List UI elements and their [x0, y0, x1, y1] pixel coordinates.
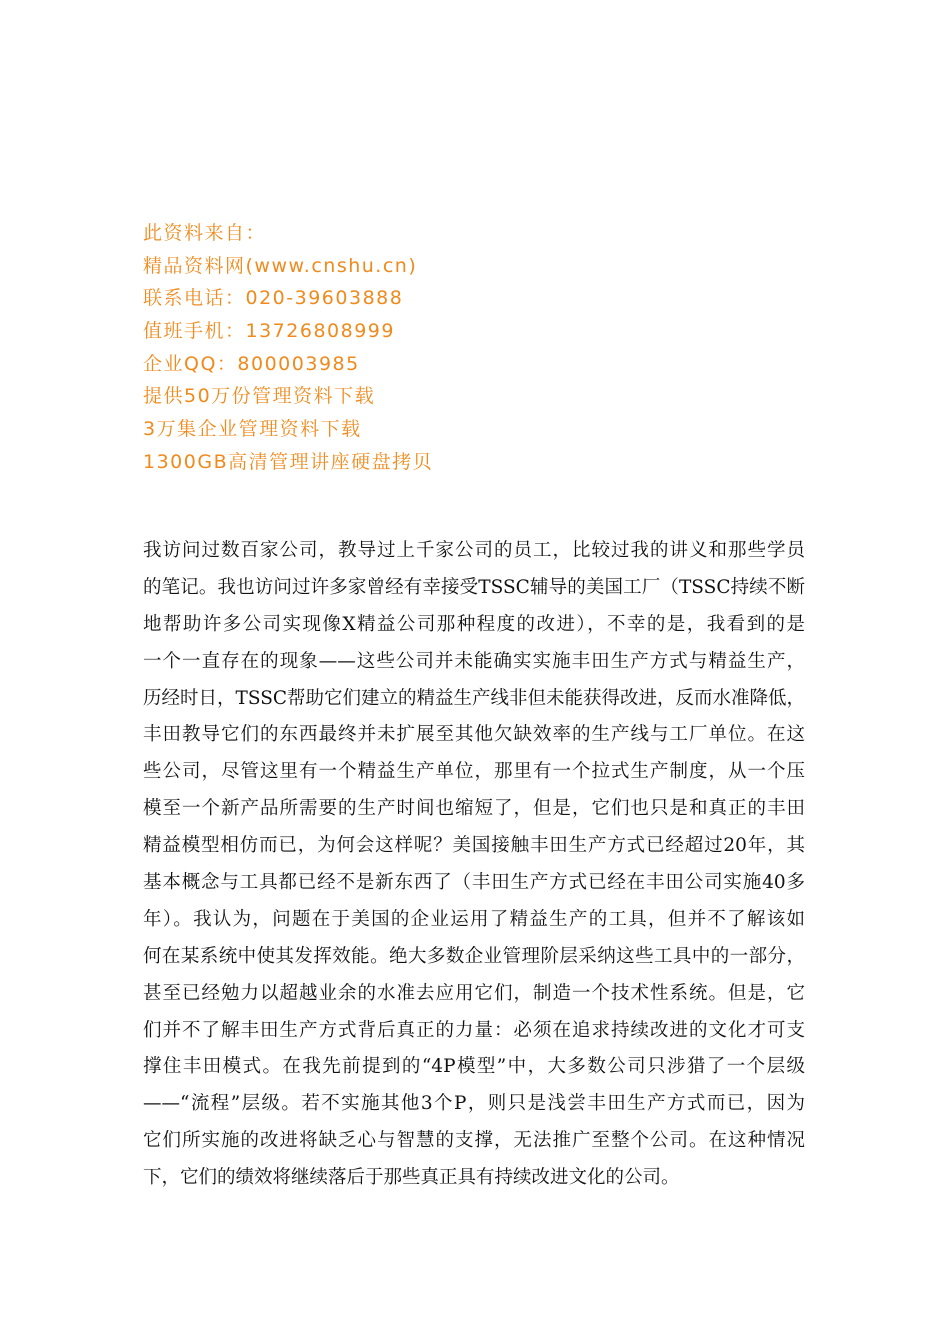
offer-line-3: 1300GB高清管理讲座硬盘拷贝	[143, 450, 434, 473]
body-line: 些公司，尽管这里有一个精益生产单位，那里有一个拉式生产制度，从一个压	[143, 761, 805, 783]
body-line: 丰田教导它们的东西最终并未扩展至其他欠缺效率的生产线与工厂单位。在这	[143, 724, 805, 746]
body-line: 何在某系统中使其发挥效能。绝大多数企业管理阶层采纳这些工具中的一部分，	[143, 945, 805, 967]
body-line: 们并不了解丰田生产方式背后真正的力量：必须在追求持续改进的文化才可支	[143, 1019, 805, 1041]
body-line: 的笔记。我也访问过许多家曾经有幸接受TSSC辅导的美国工厂（TSSC持续不断	[143, 576, 805, 598]
body-line: 我访问过数百家公司，教导过上千家公司的员工，比较过我的讲义和那些学员	[143, 540, 805, 561]
body-line: 下，它们的绩效将继续落后于那些真正具有持续改进文化的公司。	[143, 1167, 680, 1189]
body-line: 精益模型相仿而已，为何会这样呢？美国接触丰田生产方式已经超过20年，其	[143, 835, 805, 857]
body-line: 甚至已经勉力以超越业余的水准去应用它们，制造一个技术性系统。但是，它	[143, 982, 805, 1004]
source-notice-heading: 此资料来自：	[143, 222, 267, 244]
body-line: 地帮助许多公司实现像X精益公司那种程度的改进），不幸的是，我看到的是	[143, 613, 805, 635]
source-notice	[143, 217, 843, 479]
body-paragraph	[143, 533, 805, 1197]
body-line: 一个一直存在的现象——这些公司并未能确实实施丰田生产方式与精益生产，	[143, 650, 805, 672]
body-line: 历经时日，TSSC帮助它们建立的精益生产线非但未能获得改进，反而水准降低，	[143, 687, 806, 709]
source-website: 精品资料网(www.cnshu.cn)	[143, 254, 418, 277]
company-qq: 企业QQ：800003985	[143, 352, 360, 375]
body-line: 基本概念与工具都已经不是新东西了（丰田生产方式已经在丰田公司实施40多	[143, 872, 805, 894]
body-line: 撑住丰田模式。在我先前提到的“4P模型”中，大多数公司只涉猎了一个层级	[143, 1056, 805, 1078]
offer-line-1: 提供50万份管理资料下载	[143, 385, 376, 408]
body-line: 它们所实施的改进将缺乏心与智慧的支撑，无法推广至整个公司。在这种情况	[143, 1130, 805, 1152]
body-line: ——“流程”层级。若不实施其他3个P，则只是浅尝丰田生产方式而已，因为	[143, 1093, 805, 1115]
body-line: 模至一个新产品所需要的生产时间也缩短了，但是，它们也只是和真正的丰田	[143, 798, 805, 820]
offer-line-2: 3万集企业管理资料下载	[143, 418, 362, 441]
duty-mobile: 值班手机：13726808999	[143, 320, 395, 343]
contact-phone: 联系电话：020-39603888	[143, 287, 404, 310]
body-line: 年）。我认为，问题在于美国的企业运用了精益生产的工具，但并不了解该如	[143, 908, 805, 930]
